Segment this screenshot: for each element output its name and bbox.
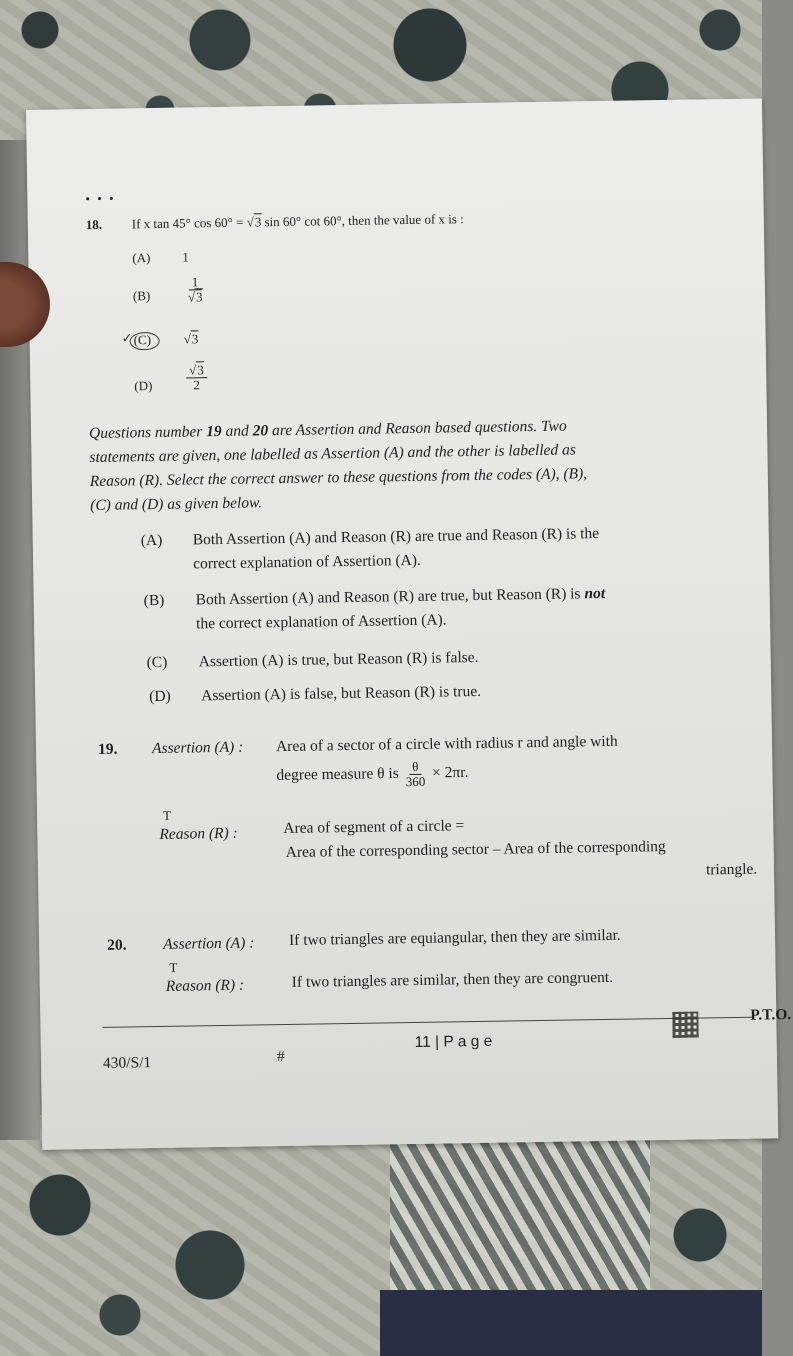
assertion-suffix: × 2πr. <box>431 763 469 782</box>
sqrt-symbol <box>183 330 198 346</box>
q19-reason-line-2: Area of the corresponding sector – Area of the corresponding <box>285 838 666 862</box>
option-18-c-value <box>183 331 198 347</box>
fraction-denominator: 2 <box>193 376 201 393</box>
instr-bold-19: 19 <box>206 422 222 441</box>
code-a-line-2: correct explanation of Assertion (A). <box>193 551 421 573</box>
code-b-line-2: the correct explanation of Assertion (A). <box>195 611 447 633</box>
fraction-numerator: θ <box>409 760 421 775</box>
instructions-line-4: (C) and (D) as given below. <box>90 494 263 515</box>
instr-text: Questions number <box>88 423 207 443</box>
sqrt-symbol <box>247 213 262 229</box>
sqrt-symbol <box>189 361 204 377</box>
instr-bold-20: 20 <box>252 422 269 440</box>
q19-assertion-line-1: Area of a sector of a circle with radius r and angle with <box>275 732 618 756</box>
question-18-stem <box>132 211 464 232</box>
instr-text: and <box>221 422 253 440</box>
code-b-label: (B) <box>143 591 165 610</box>
option-c-root: 3 <box>191 331 199 347</box>
q19-assertion-line-2 <box>276 759 468 790</box>
question-18-number: 18. <box>85 216 103 233</box>
q19-reason-label: Reason (R) : <box>159 824 238 843</box>
option-18-a-label: (A) <box>132 250 151 266</box>
q20-assertion-text: If two triangles are equiangular, then they are similar. <box>288 926 621 949</box>
stem-suffix: sin 60° cot 60°, then the value of x is : <box>264 211 464 230</box>
q19-handwritten-mark: T <box>162 807 172 823</box>
dark-fabric-corner <box>380 1290 762 1356</box>
exam-page <box>26 98 792 1149</box>
code-a-line-1: Both Assertion (A) and Reason (R) are true and Reason (R) is the <box>192 525 600 549</box>
code-d-line-1: Assertion (A) is false, but Reason (R) is true. <box>201 682 482 705</box>
fraction-denominator: 360 <box>405 773 426 789</box>
code-b-not: not <box>584 584 606 603</box>
instructions-line-2: statements are given, one labelled as Assertion (A) and the other is labelled as <box>89 441 576 467</box>
assertion-prefix: degree measure θ is <box>276 764 399 784</box>
q20-assertion-label: Assertion (A) : <box>162 934 255 953</box>
fraction-numerator: 1 <box>189 275 202 290</box>
fraction-numerator-root: 3 <box>197 362 204 378</box>
q20-handwritten-mark: T <box>169 959 178 975</box>
tick-mark: ✓ <box>121 330 133 346</box>
option-18-d-fraction <box>186 363 207 392</box>
sqrt-symbol <box>188 288 203 304</box>
instructions-line-1 <box>89 418 567 444</box>
pto-corner: P.T.O. <box>750 1006 792 1024</box>
code-c-label: (C) <box>146 653 168 672</box>
continuation-dots: • • • <box>85 190 116 207</box>
page-number: 11 | P a g e <box>414 1032 493 1052</box>
code-c-line-1: Assertion (A) is true, but Reason (R) is false. <box>198 648 479 671</box>
instructions-line-3: Reason (R). Select the correct answer to these questions from the codes (A), (B), <box>89 465 588 491</box>
option-18-c-label: (C) <box>133 332 152 348</box>
option-18-b-label: (B) <box>132 288 151 304</box>
instr-text: are Assertion and Reason based questions. Two <box>268 417 567 440</box>
code-a-label: (A) <box>140 531 163 550</box>
question-19-number: 19. <box>97 740 118 758</box>
q20-reason-label: Reason (R) : <box>165 976 245 995</box>
option-18-b-fraction <box>185 275 206 304</box>
footer-hash: # <box>276 1048 285 1066</box>
code-b-text: Both Assertion (A) and Reason (R) are true, but Reason (R) is <box>195 585 585 609</box>
q20-reason-text: If two triangles are similar, then they are congruent. <box>291 968 614 991</box>
paper-code: 430/S/1 <box>102 1054 152 1072</box>
footer-rule <box>102 1017 752 1028</box>
q19-reason-line-1: Area of segment of a circle = <box>283 817 465 838</box>
option-18-d-label: (D) <box>134 378 153 394</box>
q19-assertion-label: Assertion (A) : <box>151 738 244 758</box>
question-20-number: 20. <box>106 936 127 954</box>
q19-reason-line-3: triangle. <box>705 860 758 879</box>
code-b-line-1 <box>196 585 606 609</box>
stem-prefix: If x tan 45° cos 60° = <box>131 214 244 232</box>
option-18-a-value: 1 <box>182 249 189 265</box>
fraction-denominator-root: 3 <box>195 288 203 304</box>
code-d-label: (D) <box>149 687 171 706</box>
qr-code-icon <box>672 1012 698 1038</box>
stem-root: 3 <box>254 214 262 230</box>
